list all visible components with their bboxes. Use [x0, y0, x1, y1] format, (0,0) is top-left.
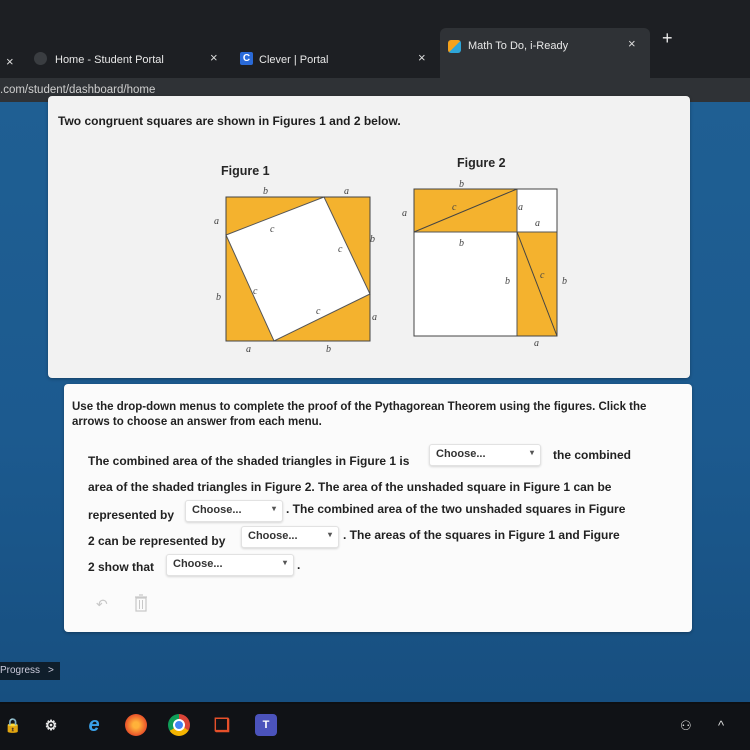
figure1-title: Figure 1 — [221, 164, 270, 178]
tab-clever-portal[interactable] — [232, 34, 437, 78]
tab-label: Home - Student Portal — [55, 54, 164, 66]
dropdown-value: Choose... — [192, 504, 242, 516]
label-b: b — [370, 234, 375, 245]
sentence-text: The combined area of the shaded triangles in Figure 1 is — [88, 454, 410, 468]
label-a: a — [246, 344, 251, 355]
label-a: a — [518, 202, 523, 213]
close-tab-icon[interactable]: × — [210, 50, 218, 65]
dropdown-1[interactable] — [429, 444, 541, 466]
sentence-text: 2 show that — [88, 560, 155, 574]
chrome-icon[interactable] — [168, 714, 190, 736]
clever-favicon-icon: C — [240, 52, 253, 65]
chevron-down-icon: ▾ — [529, 448, 534, 457]
sentence-text: the combined — [553, 448, 632, 462]
dropdown-value: Choose... — [173, 558, 223, 570]
label-b: b — [459, 179, 464, 190]
progress-tab[interactable] — [0, 662, 60, 680]
label-c: c — [452, 202, 457, 213]
undo-icon[interactable]: ↶ — [96, 596, 108, 612]
chevron-down-icon: ▾ — [327, 530, 332, 539]
chevron-down-icon: ▾ — [282, 558, 287, 567]
edge-browser-icon[interactable]: e — [88, 713, 100, 736]
tab-student-portal[interactable] — [28, 34, 228, 78]
progress-label: Progress — [0, 665, 41, 676]
answer-card — [64, 384, 692, 632]
tab-iready[interactable] — [440, 28, 650, 78]
sentence-text: area of the shaded triangles in Figure 2. The area of the unshaded square in Figure 1 can be — [88, 480, 612, 494]
label-c: c — [270, 224, 275, 235]
label-b: b — [326, 344, 331, 355]
sentence-text: . The combined area of the two unshaded squares in Figure — [286, 502, 626, 516]
figure1-diagram — [158, 182, 388, 372]
new-tab-button[interactable]: + — [662, 28, 673, 48]
label-c: c — [540, 270, 545, 281]
dropdown-3[interactable] — [241, 526, 339, 548]
label-a: a — [535, 218, 540, 229]
label-b: b — [505, 276, 510, 287]
close-tab-icon[interactable]: × — [6, 54, 14, 69]
dropdown-2[interactable] — [185, 500, 283, 522]
figure2-diagram — [398, 174, 588, 354]
sentence-text: represented by — [88, 508, 175, 522]
chevron-right-icon: > — [48, 665, 54, 676]
chevron-up-icon[interactable]: ^ — [718, 718, 725, 733]
os-taskbar — [0, 704, 750, 750]
settings-icon[interactable]: ⚙ — [44, 716, 58, 733]
label-c: c — [253, 286, 258, 297]
dropdown-value: Choose... — [248, 530, 298, 542]
question-intro: Two congruent squares are shown in Figures 1 and 2 below. — [58, 114, 401, 128]
browser-tab-bar — [0, 0, 750, 78]
lock-icon[interactable]: 🔒 — [4, 716, 22, 733]
question-card — [48, 96, 690, 378]
teams-icon[interactable]: T — [255, 714, 277, 736]
instructions-text: Use the drop-down menus to complete the proof of the Pythagorean Theorem using the figures. Click the arrows to choose an answer from each menu. — [72, 401, 647, 428]
portal-favicon-icon — [34, 52, 47, 65]
label-a: a — [372, 312, 377, 323]
label-a: a — [402, 208, 407, 219]
label-a: a — [344, 186, 349, 197]
page-background — [0, 102, 750, 702]
sentence-text: . — [297, 558, 301, 572]
trash-icon[interactable] — [134, 594, 148, 615]
label-b: b — [459, 238, 464, 249]
people-icon[interactable]: ⚇ — [680, 718, 692, 733]
firefox-icon[interactable] — [125, 714, 147, 736]
tab-label: Math To Do, i-Ready — [468, 40, 569, 52]
close-tab-icon[interactable]: × — [418, 50, 426, 65]
office-icon[interactable]: ❑ — [213, 714, 231, 735]
dropdown-value: Choose... — [436, 448, 486, 460]
label-c: c — [316, 306, 321, 317]
dropdown-4[interactable] — [166, 554, 294, 576]
iready-favicon-icon — [448, 40, 461, 53]
label-c: c — [338, 244, 343, 255]
chevron-down-icon: ▾ — [271, 504, 276, 513]
close-tab-icon[interactable]: × — [628, 36, 636, 51]
label-a: a — [214, 216, 219, 227]
label-a: a — [534, 338, 539, 349]
label-b: b — [562, 276, 567, 287]
sentence-text: 2 can be represented by — [88, 534, 226, 548]
figure2-title: Figure 2 — [457, 156, 506, 170]
sentence-text: . The areas of the squares in Figure 1 and Figure — [343, 528, 620, 542]
label-b: b — [216, 292, 221, 303]
url-text: .com/student/dashboard/home — [0, 84, 156, 96]
label-b: b — [263, 186, 268, 197]
tab-label: Clever | Portal — [259, 54, 329, 66]
